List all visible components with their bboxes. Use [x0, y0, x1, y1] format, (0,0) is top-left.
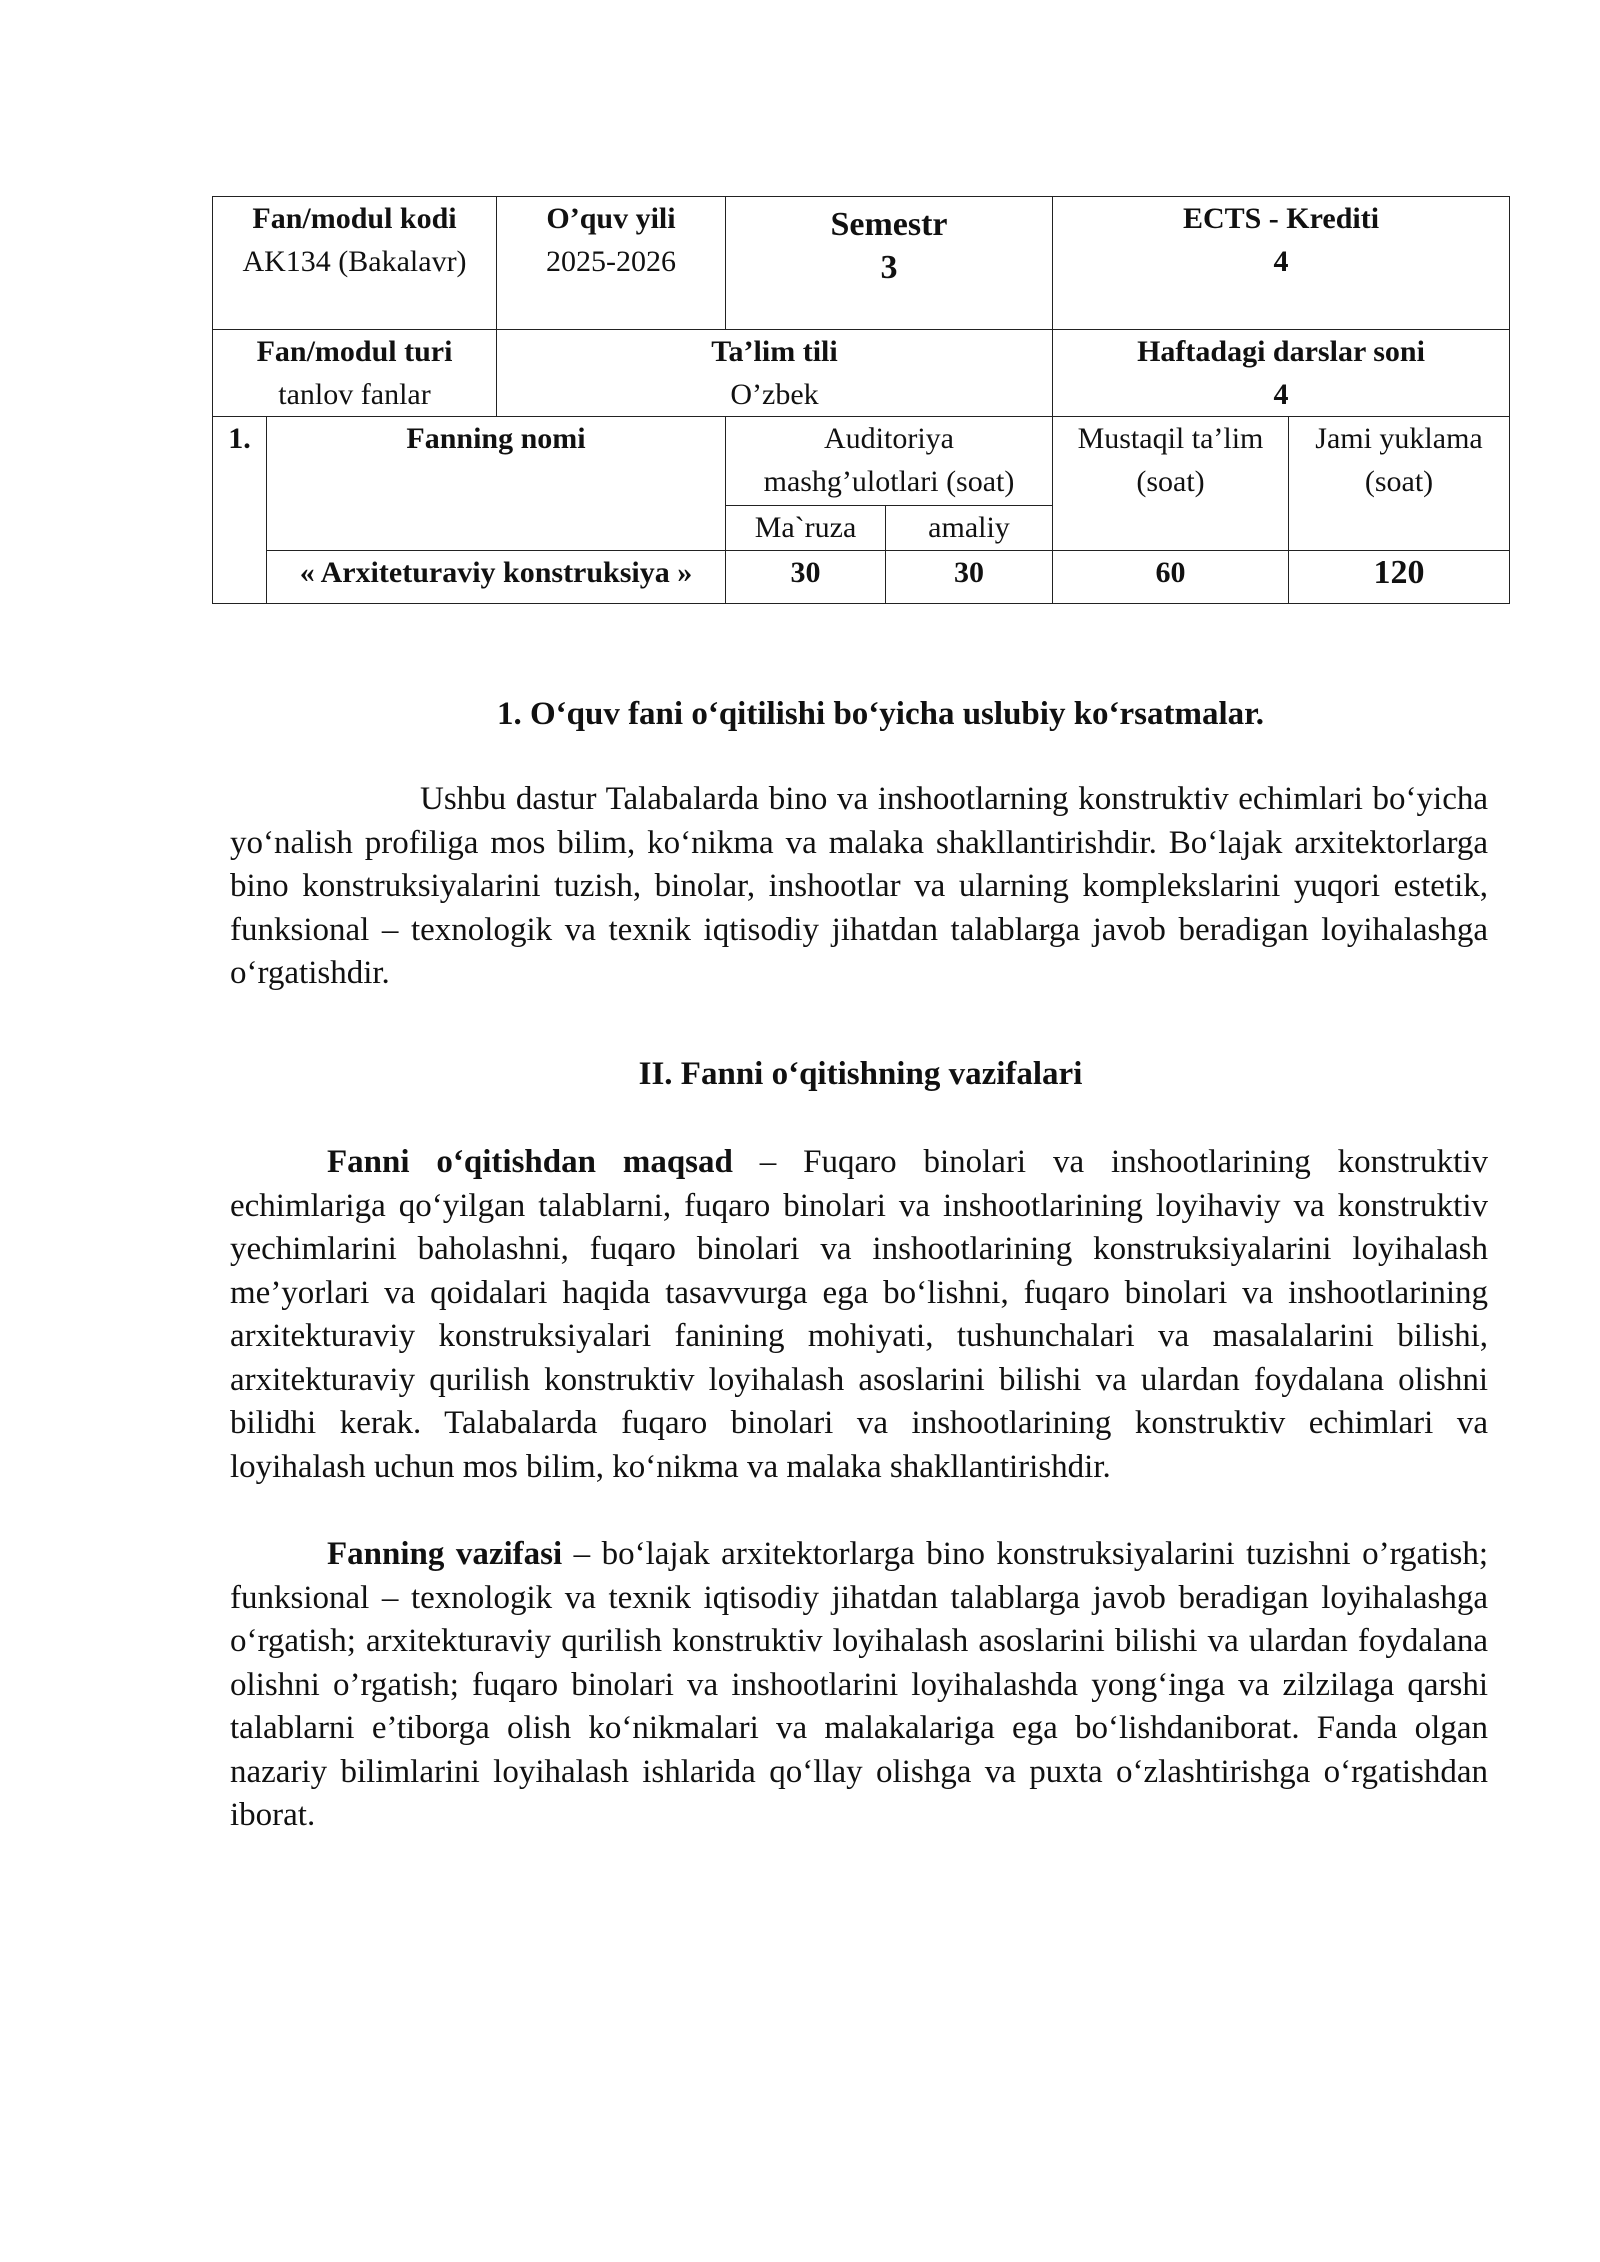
oquv-yili-cell [497, 197, 726, 330]
table-row [213, 197, 1510, 330]
talim-tili-label: Ta’lim tili [711, 335, 838, 368]
maqsad-term: Fanni o‘qitishdan maqsad [327, 1144, 733, 1180]
jami-label-line2: (soat) [1364, 465, 1434, 498]
semestr-cell [726, 197, 1053, 330]
table-row [213, 330, 1510, 417]
fan-turi-value: tanlov fanlar [278, 378, 431, 411]
jami-cell [1289, 417, 1510, 551]
fan-kodi-value: AK134 (Bakalavr) [242, 245, 467, 278]
maqsad-paragraph [230, 1141, 1488, 1489]
vazifa-term: Fanning vazifasi [327, 1536, 563, 1572]
haftadagi-label: Haftadagi darslar soni [1137, 335, 1425, 368]
oquv-yili-label: O’quv yili [546, 202, 676, 235]
maqsad-text: – Fuqaro binolari va inshootlarining konstruktiv echimlariga qo‘yilgan talablarni, fuqaro binolari va inshootlarining loyihaviy va konstruktiv yechimlarini baholashni, fuqaro binolari va inshootlarining konstruksiyalarini loyihalash me’yorlari va qoidalari haqida tasavvurga ega bo‘lishni, fuqaro binolari va inshootlarining arxitekturaviy konstruksiyalari fanining mohiyati, tushunchalari va masalalarini bilishi, arxitekturaviy qurilish konstruktiv loyihalash asoslarini bilishi va ulardan foydalana olishni bilidhi kerak. Talabalarda fuqaro binolari va inshootlarining konstruktiv echimlari va loyihalash uchun mos bilim, ko‘nikma va malaka shakllantirishdir. [230, 1144, 1489, 1485]
mustaqil-label-line2: (soat) [1136, 465, 1205, 498]
fan-nomi-value: « Arxiteturaviy konstruksiya » [267, 551, 726, 604]
fan-turi-label: Fan/modul turi [256, 335, 453, 368]
fan-turi-cell [213, 330, 497, 417]
haftadagi-cell [1053, 330, 1510, 417]
table-row [213, 417, 1510, 506]
section1-paragraph: Ushbu dastur Talabalarda bino va inshootlarning konstruktiv echimlari bo‘yicha yo‘nalish profiliga mos bilim, ko‘nikma va malaka shakllantirishdir. Bo‘lajak arxitektorlarga bino konstruksiyalarini tuzish, binolar, inshootlar va ularning komplekslarini yuqori estetik, funksional – texnologik va texnik iqtisodiy jihatdan talablarga javob beradigan loyihalashga o‘rgatishdir. [230, 781, 1488, 991]
talim-tili-cell [497, 330, 1053, 417]
ects-value: 4 [1273, 245, 1289, 278]
auditoriya-label-line1: Auditoriya [824, 422, 954, 455]
mustaqil-label-line1: Mustaqil ta’lim [1077, 422, 1264, 455]
course-info-table [212, 196, 1510, 604]
amaliy-value: 30 [886, 551, 1053, 604]
vazifa-paragraph [230, 1533, 1488, 1838]
vazifa-text: – bo‘lajak arxitektorlarga bino konstruksiyalarini tuzishni o’rgatish; funksional – texnologik va texnik iqtisodiy jihatdan talablarga javob beradigan loyihalashga o‘rgatish; arxitekturaviy qurilish konstruktiv loyihalash asoslarini bilishi va ulardan foydalana olishni o’rgatish; fuqaro binolari va inshootlarini loyihalashda yong‘inga va zilzilaga qarshi talablarni e’tiborga olish ko‘nikmalari va malakalariga ega bo‘lishdaniborat. Fanda olgan nazariy bilimlarini loyihalash ishlarida qo‘llay olishga va puxta o‘zlashtirishga o‘rgatishdan iborat. [230, 1536, 1489, 1833]
oquv-yili-value: 2025-2026 [546, 245, 676, 278]
ects-label: ECTS - Krediti [1182, 202, 1380, 235]
maruza-value: 30 [726, 551, 886, 604]
auditoriya-cell [726, 417, 1053, 506]
section1-heading: 1. O‘quv fani o‘qitilishi bo‘yicha uslubiy ko‘rsatmalar. [496, 696, 1265, 732]
row-number: 1. [213, 417, 267, 604]
ects-cell [1053, 197, 1510, 330]
table-row [213, 551, 1510, 604]
mustaqil-value: 60 [1053, 551, 1289, 604]
auditoriya-label-line2: mashg’ulotlari (soat) [763, 465, 1015, 498]
jami-value: 120 [1289, 551, 1510, 604]
maruza-label: Ma`ruza [726, 506, 886, 551]
fanning-nomi-label: Fanning nomi [267, 417, 726, 551]
fan-kodi-cell [213, 197, 497, 330]
talim-tili-value: O’zbek [730, 378, 819, 411]
jami-label-line1: Jami yuklama [1315, 422, 1483, 455]
semestr-label: Semestr [830, 206, 948, 243]
section2-heading: II. Fanni o‘qitishning vazifalari [638, 1056, 1083, 1092]
haftadagi-value: 4 [1273, 378, 1289, 411]
mustaqil-cell [1053, 417, 1289, 551]
amaliy-label: amaliy [886, 506, 1053, 551]
fan-kodi-label: Fan/modul kodi [252, 202, 457, 235]
semestr-value: 3 [880, 249, 898, 286]
